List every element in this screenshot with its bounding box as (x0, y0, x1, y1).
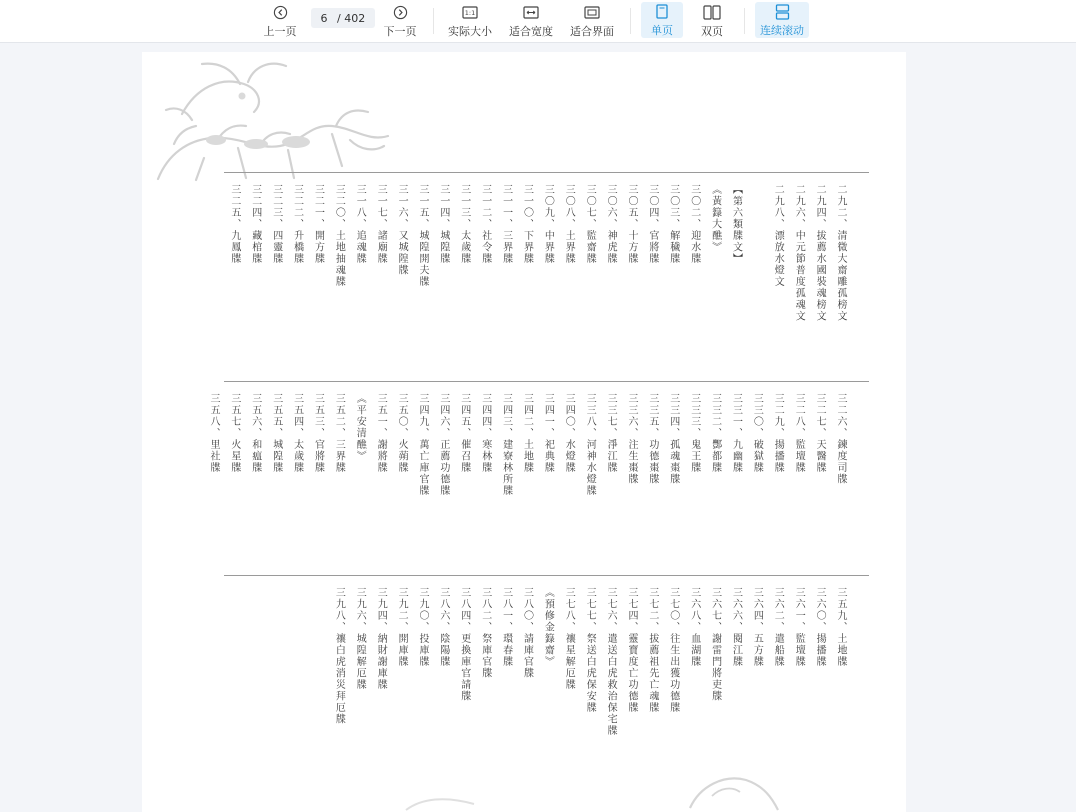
section-divider (224, 381, 869, 382)
entry-column: 三二五、九鳳牒 (228, 184, 240, 265)
actual-size-icon (462, 4, 478, 22)
entry-column: 三八四、更換庫官請牒 (458, 587, 470, 702)
entry-column: 三五〇、火蒴牒 (396, 393, 408, 474)
toolbar-divider (630, 8, 631, 34)
entry-column: 三五九、土地牒 (835, 587, 846, 668)
actual-size-glyph: 1:1 (464, 9, 476, 18)
actual-size-label: 实际大小 (448, 24, 492, 38)
prev-page-button[interactable] (259, 0, 301, 42)
chevron-left-icon (273, 4, 288, 22)
entry-column: 三二三、四靈牒 (270, 184, 282, 265)
entry-column: 三九〇、投庫牒 (417, 587, 428, 668)
entry-column: 三四〇、水燈牒 (563, 393, 575, 474)
entry-column: 二九八、漂放水燈文 (772, 184, 784, 288)
entry-column: 三四四、寒林牒 (479, 393, 491, 474)
single-page-icon (656, 3, 668, 21)
entry-column: 三〇二、迎水牒 (688, 184, 700, 265)
toolbar (0, 0, 1076, 43)
next-page-label: 下一页 (383, 24, 417, 38)
entry-column: 三二九、揚播牒 (772, 393, 784, 474)
fit-page-button[interactable] (565, 0, 619, 42)
entry-column: 三四一、祀典牒 (542, 393, 554, 474)
entry-column: 二九二、清微大齋雕孤榜文 (835, 184, 846, 322)
actual-size-button[interactable] (444, 0, 496, 42)
entry-column: 三二八、監壇牒 (793, 393, 805, 474)
page-indicator (311, 8, 375, 28)
entry-column: 三五六、和瘟牒 (249, 393, 261, 474)
entry-column: 三一三、太歲牒 (458, 184, 470, 265)
entry-column: 三三五、功德棗牒 (646, 393, 658, 485)
entry-column: 三六一、監壇牒 (793, 587, 805, 668)
double-page-label: 双页 (701, 24, 723, 38)
entry-column: 三五三、官將牒 (312, 393, 324, 474)
entry-column: 三七六、遣送白虎救治保宅牒 (605, 587, 617, 737)
entry-column: 三〇三、解穢牒 (667, 184, 679, 265)
entry-column: 三四九、萬亡庫官牒 (417, 393, 428, 497)
entry-column: 三六七、謝雷門將吏牒 (709, 587, 721, 702)
entry-column: 三一八、追魂牒 (354, 184, 366, 265)
entry-column: 三二四、藏棺牒 (249, 184, 261, 265)
entry-column: 三五七、火星牒 (228, 393, 240, 474)
entry-column: 三六二、遣船牒 (772, 587, 784, 668)
entry-column: 三九四、納財謝庫牒 (375, 587, 387, 691)
prev-page-label: 上一页 (263, 24, 297, 38)
entry-column: 三九二、開庫牒 (396, 587, 408, 668)
entry-column: 三一五、城隍開夫牒 (417, 184, 428, 288)
entry-column: 三三一、九幽牒 (730, 393, 742, 474)
fit-page-label: 适合界面 (570, 24, 614, 38)
entry-column: 三八二、祭庫官牒 (479, 587, 491, 679)
entry-column: 三三四、孤魂棗牒 (667, 393, 679, 485)
entry-column: 三二二、升橋牒 (291, 184, 303, 265)
entry-column: 三五二、三界牒 (333, 393, 345, 474)
entry-column: 三〇四、官將牒 (646, 184, 658, 265)
fit-width-icon (523, 4, 539, 22)
entry-column: 三四六、正薦功德牒 (437, 393, 449, 497)
entry-column: 三一六、又城隍牒 (396, 184, 408, 276)
entry-column: 三七〇、往生出獲功德牒 (667, 587, 679, 714)
continuous-scroll-label: 连续滚动 (760, 23, 804, 37)
entry-column: 三六〇、揚播牒 (814, 587, 826, 668)
single-page-label: 单页 (651, 23, 673, 37)
entry-column: 三九六、城隍解厄牒 (354, 587, 366, 691)
entry-column: 三一二、社令牒 (479, 184, 491, 265)
entry-column: 三三八、河神水燈牒 (584, 393, 596, 497)
section-divider (224, 172, 869, 173)
entry-column: 三六四、五方牒 (751, 587, 763, 668)
page-number-input[interactable]: 6 (320, 11, 328, 25)
entry-column: 三三〇、破獄牒 (751, 393, 763, 474)
entry-column: 三二六、鍊度司牒 (835, 393, 846, 485)
toolbar-divider (744, 8, 745, 34)
entry-column: 三二〇、土地抽魂牒 (333, 184, 345, 288)
single-page-button[interactable] (641, 2, 683, 38)
entry-column: 三〇九、中界牒 (542, 184, 554, 265)
entry-column: 三〇五、十方牒 (626, 184, 637, 265)
entry-column: 三六八、血湖牒 (688, 587, 700, 668)
entry-column: 三三七、淨江牒 (605, 393, 617, 474)
next-page-button[interactable] (379, 0, 421, 42)
entry-column: 三五八、里社牒 (208, 393, 219, 474)
entry-column: 三八六、陰陽牒 (437, 587, 449, 668)
entry-column: 三〇八、土界牒 (563, 184, 575, 265)
entry-column: 二九四、拔薦水國裝魂榜文 (814, 184, 826, 322)
entry-column: 三七二、拔薦祖先亡魂牒 (646, 587, 658, 714)
entry-column: 《黃籙大醮》 (709, 184, 721, 253)
entry-column: 三三二、酆都牒 (709, 393, 721, 474)
entry-column: 三五四、太歲牒 (291, 393, 303, 474)
entry-column: 《平安清醮》 (354, 393, 366, 462)
double-page-icon (703, 4, 721, 22)
entry-column: 三三三、鬼王牒 (688, 393, 700, 474)
fit-page-icon (584, 4, 600, 22)
entry-column: 三七四、靈寶度亡功德牒 (626, 587, 637, 714)
toolbar-divider (433, 8, 434, 34)
chevron-right-icon (393, 4, 408, 22)
entry-column: 三四三、建寮林所牒 (500, 393, 512, 497)
entry-column: 三四五、催召牒 (458, 393, 470, 474)
continuous-scroll-button[interactable] (755, 2, 809, 38)
entry-column: 三七七、祭送白虎保安牒 (584, 587, 596, 714)
entry-column: 三九八、禳白虎消災拜厄牒 (333, 587, 345, 725)
page-total: / 402 (337, 11, 366, 25)
entry-column: 三一〇、下界牒 (521, 184, 533, 265)
entry-column: 《預修金籙齋》 (542, 587, 554, 668)
dragon-watermark-icon (682, 768, 782, 812)
entry-column: 三一四、城隍牒 (437, 184, 449, 265)
entry-column: 三八一、環春牒 (500, 587, 512, 668)
fit-width-button[interactable] (504, 0, 558, 42)
dragon-watermark-icon (146, 54, 396, 189)
entry-column: 三八〇、請庫官牒 (521, 587, 533, 679)
entry-column: 三三六、注生棗牒 (626, 393, 637, 485)
entry-column: 【第六類牒文】 (730, 184, 742, 265)
entry-column: 三一七、諸廟牒 (375, 184, 387, 265)
section-divider (224, 575, 869, 576)
entry-column: 三六六、閱江牒 (730, 587, 742, 668)
document-page (142, 52, 906, 812)
entry-column: 三二七、天醫牒 (814, 393, 826, 474)
entry-column: 三二一、開方牒 (312, 184, 324, 265)
entry-column: 三七八、禳星解厄牒 (563, 587, 575, 691)
entry-column: 三〇七、監齋牒 (584, 184, 596, 265)
double-page-button[interactable] (692, 0, 732, 42)
entry-column: 三四二、土地牒 (521, 393, 533, 474)
entry-column: 三五五、城隍牒 (270, 393, 282, 474)
entry-column: 三〇六、神虎牒 (605, 184, 617, 265)
entry-column: 三一一、三界牒 (500, 184, 512, 265)
dragon-watermark-icon (402, 792, 482, 812)
fit-width-label: 适合宽度 (509, 24, 553, 38)
entry-column: 三五一、謝將牒 (375, 393, 387, 474)
entry-column: 二九六、中元節普度孤魂文 (793, 184, 805, 322)
continuous-scroll-icon (775, 3, 790, 21)
